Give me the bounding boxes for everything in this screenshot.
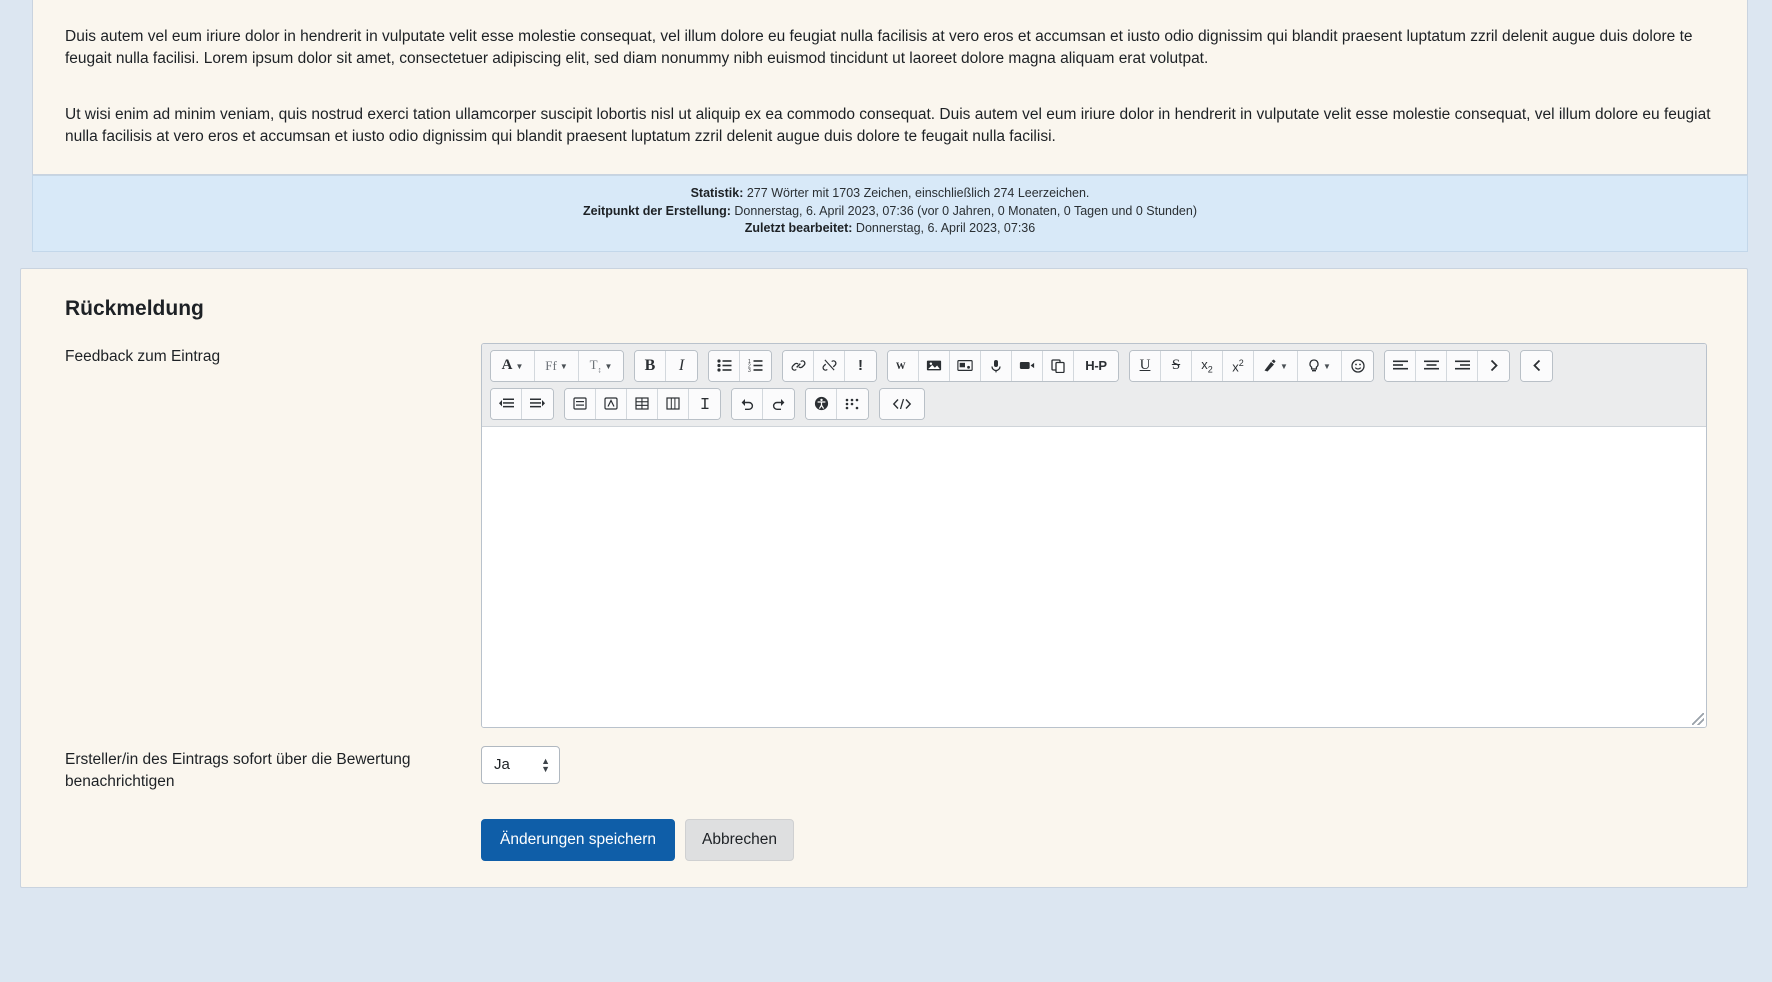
feedback-editor-field [481, 343, 1725, 728]
strikethrough-icon[interactable]: S [1161, 351, 1192, 381]
text-color-icon[interactable]: ▼ [1254, 351, 1298, 381]
style-paragraph-menu[interactable]: A ▼ [491, 351, 535, 381]
entry-text-card [32, 0, 1748, 175]
toolbar-group-links [782, 350, 877, 382]
manage-files-icon[interactable] [1043, 351, 1074, 381]
statistics-value: 277 Wörter mit 1703 Zeichen, einschließlich 274 Leerzeichen. [746, 186, 1090, 200]
screenreader-helper-icon[interactable] [837, 389, 868, 419]
toolbar-group-lists [708, 350, 772, 382]
toolbar-group-source [879, 388, 925, 420]
toolbar-group-insert [564, 388, 721, 420]
insert-image-icon[interactable] [919, 351, 950, 381]
editor-toolbar-row-2 [490, 388, 1700, 420]
svg-text:1: 1 [748, 359, 751, 366]
statistics-row [33, 186, 1747, 202]
h5p-icon[interactable]: H-P [1074, 351, 1118, 381]
italic-button[interactable]: I [666, 351, 697, 381]
notify-select[interactable] [481, 746, 560, 784]
notify-row [43, 746, 1725, 793]
align-left-icon[interactable] [1385, 351, 1416, 381]
created-row [33, 204, 1747, 220]
toolbar-group-accessibility [805, 388, 869, 420]
equation-editor-icon[interactable] [565, 389, 596, 419]
highlight-color-icon[interactable]: ▼ [1298, 351, 1342, 381]
modified-value: Donnerstag, 6. April 2023, 07:36 [855, 221, 1036, 236]
outdent-icon[interactable] [491, 389, 522, 419]
editor-toolbar [482, 344, 1706, 427]
link-icon[interactable] [783, 351, 814, 381]
html-source-icon[interactable] [880, 389, 924, 419]
created-value: Donnerstag, 6. April 2023, 07:36 (vor 0 Jahren, 0 Monaten, 0 Tagen und 0 Stunden) [734, 203, 1197, 218]
svg-text:3: 3 [748, 368, 751, 373]
svg-text:W: W [895, 361, 906, 373]
editor-toolbar-row-1 [490, 350, 1700, 382]
chevron-left-icon[interactable] [1521, 351, 1552, 381]
feedback-editor-row [43, 343, 1725, 728]
bold-button[interactable]: B [635, 351, 666, 381]
indent-icon[interactable] [522, 389, 553, 419]
svg-text:2: 2 [748, 363, 751, 370]
unlink-icon[interactable] [814, 351, 845, 381]
toolbar-group-basic-format [634, 350, 698, 382]
numbered-list-icon[interactable] [740, 351, 771, 381]
toolbar-group-more-format [1129, 350, 1374, 382]
modified-row [33, 221, 1747, 237]
cancel-button[interactable]: Abbrechen [685, 819, 794, 861]
toolbar-group-styles [490, 350, 624, 382]
align-right-icon[interactable] [1447, 351, 1478, 381]
rich-text-editor[interactable] [481, 343, 1707, 728]
notify-select-wrap [481, 746, 560, 784]
entry-statistics-band [32, 175, 1748, 252]
feedback-heading: Rückmeldung [65, 296, 204, 320]
feedback-editor-content[interactable] [482, 427, 1706, 727]
form-actions [43, 819, 1725, 861]
insert-table-icon[interactable] [627, 389, 658, 419]
subscript-icon[interactable]: $x_2$ [1192, 351, 1223, 381]
feedback-section [20, 268, 1748, 888]
underline-icon[interactable]: U [1130, 351, 1161, 381]
toolbar-group-media [887, 350, 1119, 382]
bullet-list-icon[interactable] [709, 351, 740, 381]
font-family-menu[interactable]: Ff ▼ [535, 351, 579, 381]
accessibility-checker-icon[interactable] [806, 389, 837, 419]
emoji-icon[interactable] [1342, 351, 1373, 381]
important-icon[interactable]: ! [845, 351, 876, 381]
created-label: Zeitpunkt der Erstellung: [582, 203, 731, 218]
align-center-icon[interactable] [1416, 351, 1447, 381]
toolbar-group-collapse [1520, 350, 1553, 382]
notify-label: Ersteller/in des Eintrags sofort über die Bewertung benachrichtigen [65, 750, 411, 790]
chevron-right-icon[interactable] [1478, 351, 1509, 381]
insert-word-icon[interactable] [888, 351, 919, 381]
undo-icon[interactable] [732, 389, 763, 419]
font-size-menu[interactable]: $T_↕$ ▼ [579, 351, 623, 381]
feedback-editor-label: Feedback zum Eintrag [65, 347, 221, 365]
statistics-label: Statistik: [690, 186, 744, 200]
entry-paragraph: Ut wisi enim ad minim veniam, quis nostrud exerci tation ullamcorper suscipit lobortis nisl ut aliquip ex ea commodo consequat. Duis autem vel eum iriure dolor in hendrerit in vulputate velit esse molestie consequat, vel illum dolore eu feugiat nulla facilisis at vero eros et accumsan et iusto odio dignissim qui blandit praesent luptatum zzril delenit augue duis dolore te feugait nulla facilisi. [65, 106, 1711, 145]
modified-label: Zuletzt bearbeitet: [744, 221, 853, 236]
toolbar-group-alignment [1384, 350, 1510, 382]
toolbar-group-indent [490, 388, 554, 420]
notify-field [481, 746, 1725, 784]
toolbar-group-history [731, 388, 795, 420]
entry-paragraph: Duis autem vel eum iriure dolor in hendrerit in vulputate velit esse molestie consequat, vel illum dolore eu feugiat nulla facilisis at vero eros et accumsan et iusto odio dignissim qui blandit praesent luptatum zzril delenit augue duis dolore te feugait nulla facilisi. Lorem ipsum dolor sit amet, consectetuer adipiscing elit, sed diam nonummy nibh euismod tincidunt ut laoreet dolore magna aliquam erat volutpat. [65, 28, 1693, 67]
insert-media-icon[interactable] [950, 351, 981, 381]
chevron-updown-icon: ▲ ▼ [541, 755, 550, 774]
record-audio-icon[interactable] [981, 351, 1012, 381]
record-video-icon[interactable] [1012, 351, 1043, 381]
save-button[interactable]: Änderungen speichern [481, 819, 675, 861]
redo-icon[interactable] [763, 389, 794, 419]
superscript-icon[interactable]: $x^2$ [1223, 351, 1254, 381]
clear-formatting-icon[interactable] [689, 389, 720, 419]
columns-icon[interactable] [658, 389, 689, 419]
insert-char-icon[interactable] [596, 389, 627, 419]
